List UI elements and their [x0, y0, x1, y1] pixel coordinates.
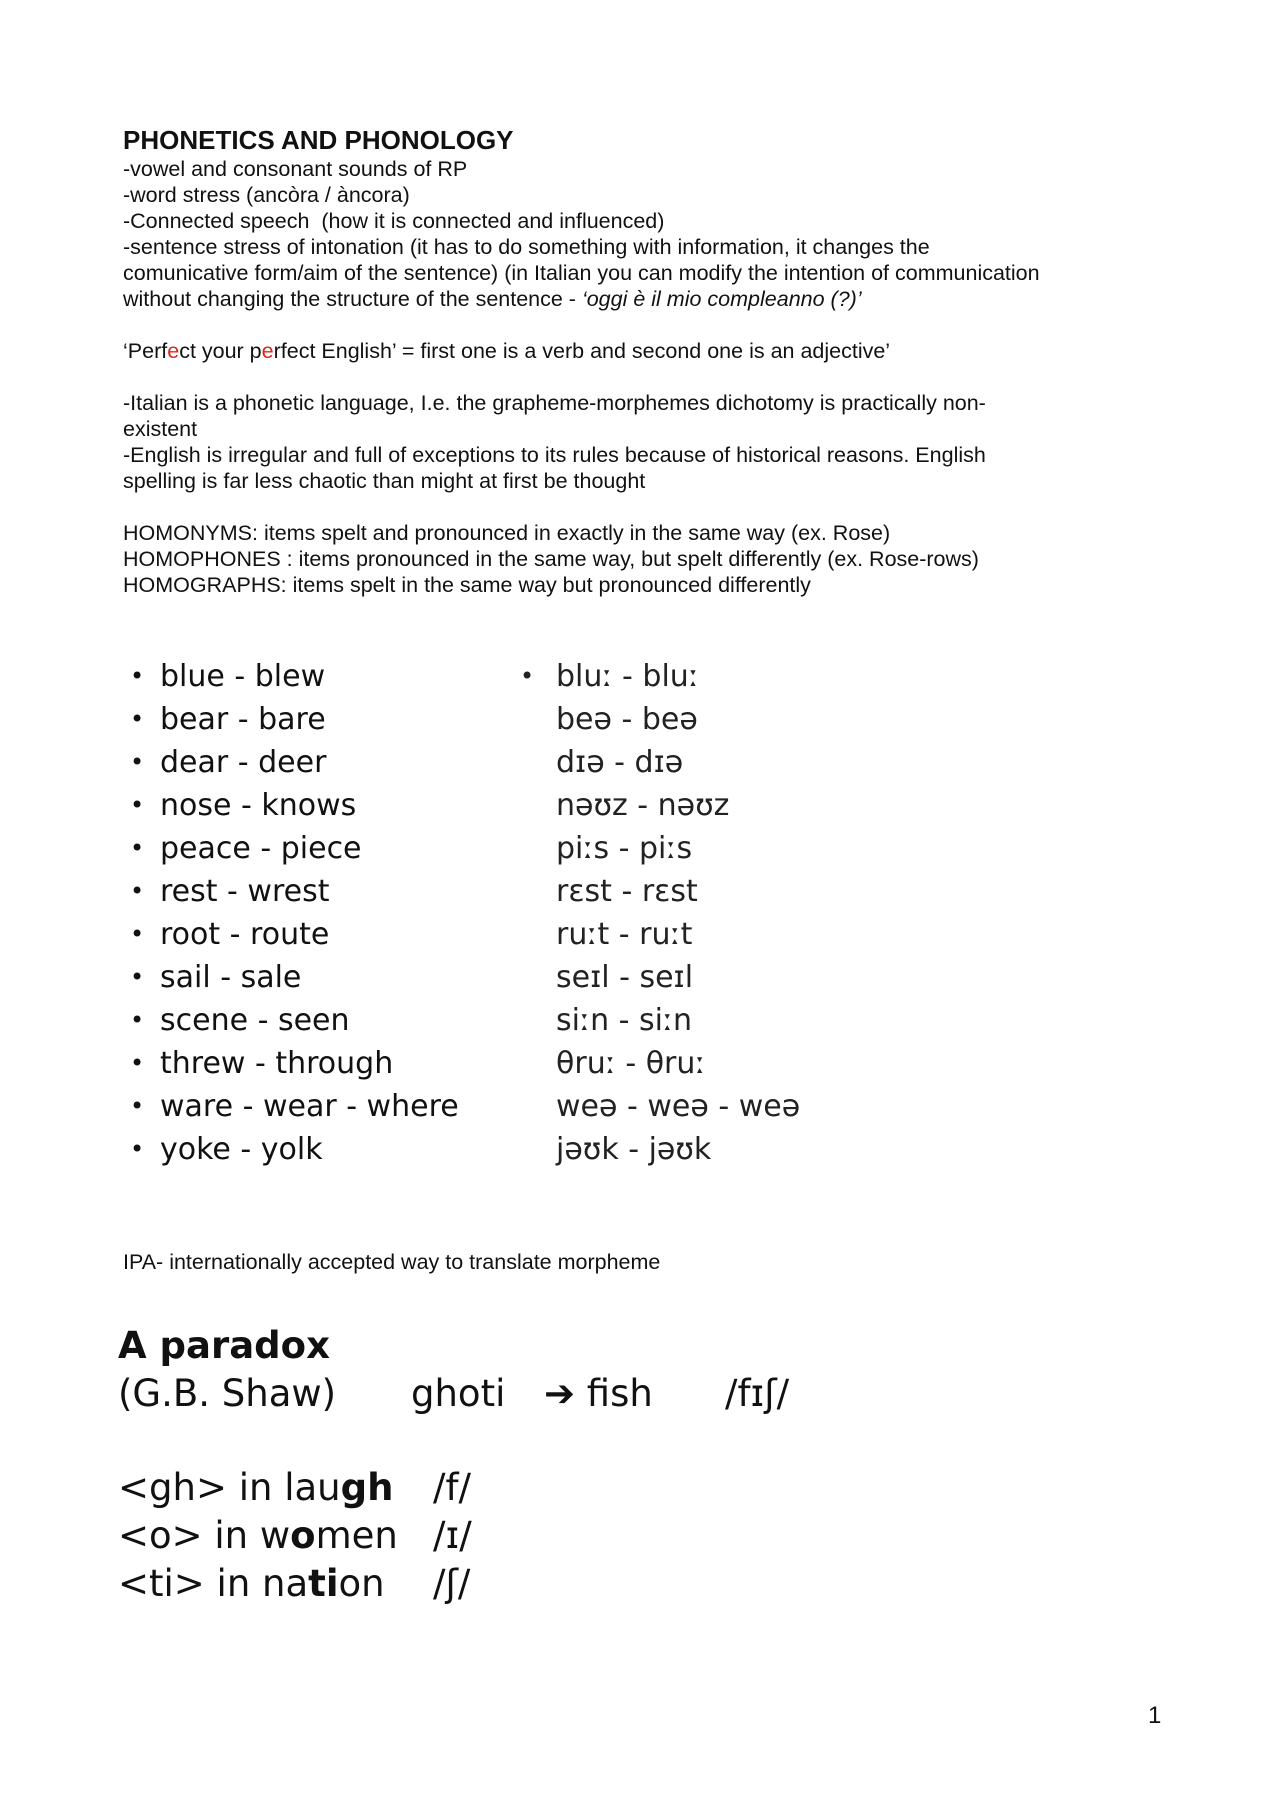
definition-homographs: HOMOGRAPHS: items spelt in the same way but pronounced differently	[123, 573, 811, 597]
ipa-transcription: weə - weə - weə	[556, 1089, 801, 1124]
list-item	[520, 698, 800, 741]
perfect-example	[123, 338, 1163, 364]
ipa-transcription: nəʊz - nəʊz	[556, 788, 730, 823]
italian-example: ‘oggi è il mio compleanno (?)’	[581, 287, 862, 311]
list-item	[130, 913, 459, 956]
list-item	[520, 784, 800, 827]
paradox-header-row	[118, 1370, 790, 1418]
list-item	[520, 741, 800, 784]
bullet: •	[130, 1092, 145, 1120]
bullet: •	[130, 1049, 145, 1077]
ipa-transcription: ruːt - ruːt	[556, 917, 693, 952]
list-item	[520, 913, 800, 956]
list-item	[520, 827, 800, 870]
topic-line: -sentence stress of intonation (it has to do something with information, it changes the	[123, 235, 930, 259]
list-item	[130, 999, 459, 1042]
list-item	[520, 655, 800, 698]
topic-line: comunicative form/aim of the sentence) (in Italian you can modify the intention of communication	[123, 261, 1040, 285]
paradox-example: <gh> in laugh	[118, 1466, 394, 1509]
language-note: -English is irregular and full of exceptions to its rules because of historical reasons. English	[123, 443, 986, 467]
topic-line-text: without changing the structure of the sentence -	[123, 287, 582, 311]
homophone-pair: bear - bare	[160, 702, 326, 737]
bullet: •	[130, 662, 145, 690]
homophone-pair: sail - sale	[160, 960, 302, 995]
ipa-transcription: bluː - bluː	[556, 659, 699, 694]
list-item	[520, 870, 800, 913]
paradox-sound: /ʃ/	[433, 1562, 471, 1605]
bullet: •	[520, 662, 535, 690]
stress-highlight: e	[261, 339, 274, 363]
list-item	[130, 1128, 459, 1171]
bullet: •	[130, 834, 145, 862]
homophone-pair: peace - piece	[160, 831, 362, 866]
homophone-pair: threw - through	[160, 1046, 394, 1081]
bullet: •	[130, 1135, 145, 1163]
perfect-text: ct your p	[179, 339, 262, 363]
paradox-block	[118, 1322, 790, 1608]
language-note: existent	[123, 417, 198, 441]
bullet: •	[130, 705, 145, 733]
list-item	[130, 741, 459, 784]
homophone-pair: ware - wear - where	[160, 1089, 459, 1124]
ipa-transcription: siːn - siːn	[556, 1003, 693, 1038]
ipa-transcription: piːs - piːs	[556, 831, 693, 866]
homophone-list	[130, 655, 459, 1171]
ipa-note: IPA- internationally accepted way to translate morpheme	[123, 1250, 661, 1274]
transcription-list	[520, 655, 800, 1171]
definition-homophones: HOMOPHONES : items pronounced in the same way, but spelt differently (ex. Rose-rows)	[123, 547, 979, 571]
page-number: 1	[1148, 1702, 1162, 1729]
list-item	[130, 827, 459, 870]
paradox-title: A paradox	[118, 1324, 330, 1367]
ipa-transcription: rɛst - rɛst	[556, 874, 698, 909]
paradox-example: <o> in women	[118, 1514, 398, 1557]
homophone-pair: blue - blew	[160, 659, 326, 694]
language-note: -Italian is a phonetic language, I.e. the grapheme-morphemes dichotomy is practically non-	[123, 391, 986, 415]
notes-block	[123, 124, 1163, 598]
list-item	[130, 655, 459, 698]
list-item	[130, 698, 459, 741]
perfect-text: rfect English’ = first one is a verb and second one is an adjective’	[273, 339, 891, 363]
homophone-pair: yoke - yolk	[160, 1132, 323, 1167]
ipa-transcription: jəʊk - jəʊk	[556, 1132, 712, 1167]
list-item	[130, 870, 459, 913]
list-item	[520, 1085, 800, 1128]
stress-highlight: e	[167, 339, 180, 363]
homophone-pair: scene - seen	[160, 1003, 350, 1038]
paradox-row	[118, 1512, 472, 1560]
homophone-pair: root - route	[160, 917, 330, 952]
homophone-pair: dear - deer	[160, 745, 327, 780]
paradox-author: (G.B. Shaw)	[118, 1372, 337, 1415]
homophone-pair: rest - wrest	[160, 874, 330, 909]
bullet: •	[130, 748, 145, 776]
paradox-result: ➔ fish	[544, 1372, 653, 1415]
bullet: •	[130, 920, 145, 948]
topic-line: -Connected speech (how it is connected and influenced)	[123, 209, 665, 233]
topic-line	[123, 286, 1163, 312]
bullet: •	[130, 963, 145, 991]
ipa-transcription: θruː - θruː	[556, 1046, 706, 1081]
list-item	[130, 784, 459, 827]
bullet: •	[130, 877, 145, 905]
list-item	[520, 956, 800, 999]
perfect-text: ‘Perf	[123, 339, 168, 363]
definition-homonyms: HOMONYMS: items spelt and pronounced in exactly in the same way (ex. Rose)	[123, 521, 891, 545]
list-item	[130, 956, 459, 999]
language-note: spelling is far less chaotic than might at first be thought	[123, 469, 646, 493]
ipa-transcription: dɪə - dɪə	[556, 745, 684, 780]
ipa-transcription: seɪl - seɪl	[556, 960, 694, 995]
paradox-sound: /ɪ/	[433, 1514, 472, 1557]
topic-line: -word stress (ancòra / àncora)	[123, 183, 410, 207]
bullet: •	[130, 1006, 145, 1034]
ipa-transcription: beə - beə	[556, 702, 698, 737]
list-item	[130, 1042, 459, 1085]
paradox-ipa: /fɪʃ/	[725, 1372, 790, 1415]
topic-line: -vowel and consonant sounds of RP	[123, 157, 468, 181]
page-title: PHONETICS AND PHONOLOGY	[123, 125, 514, 155]
list-item	[520, 1128, 800, 1171]
paradox-sound: /f/	[433, 1466, 471, 1509]
paradox-example: <ti> in nation	[118, 1562, 385, 1605]
list-item	[520, 999, 800, 1042]
homophone-pair: nose - knows	[160, 788, 357, 823]
bullet: •	[130, 791, 145, 819]
paradox-row	[118, 1464, 471, 1512]
list-item	[520, 1042, 800, 1085]
list-item	[130, 1085, 459, 1128]
paradox-word: ghoti	[411, 1372, 506, 1415]
paradox-row	[118, 1560, 471, 1608]
